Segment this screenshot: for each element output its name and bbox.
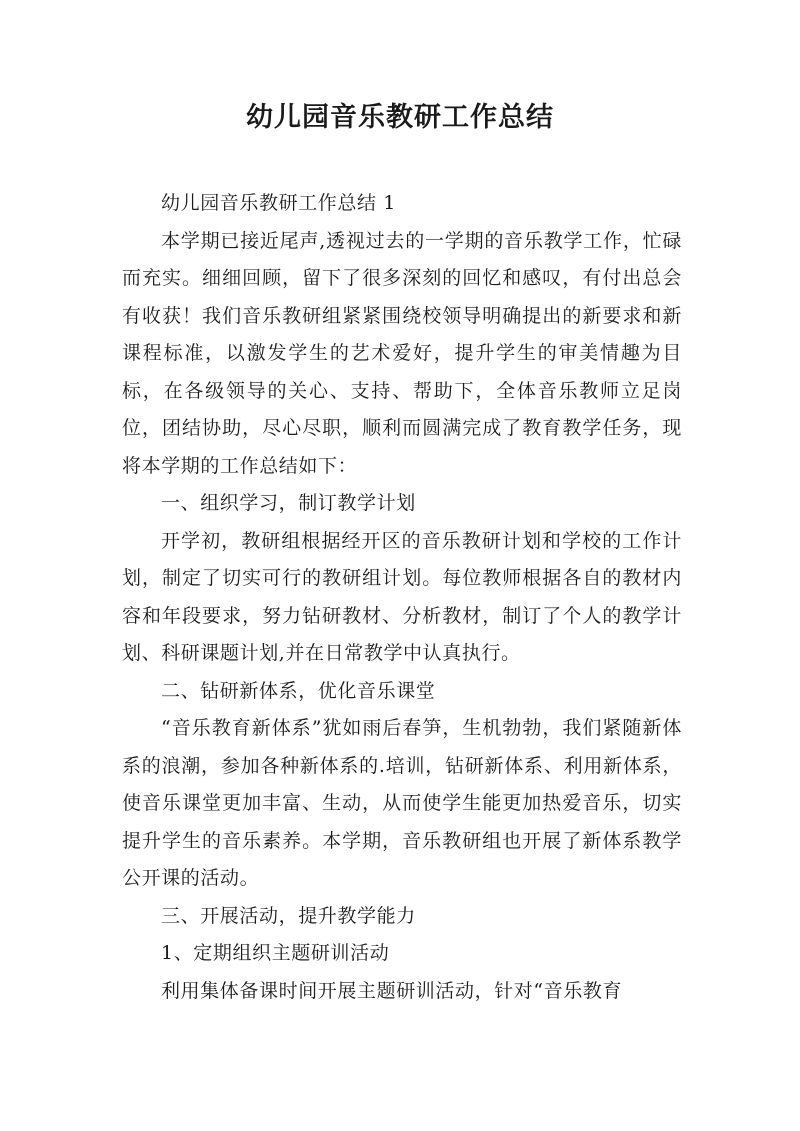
section-heading-1: 幼儿园音乐教研工作总结 1: [161, 192, 396, 214]
document-body: [122, 185, 682, 1010]
section-heading-organize: 一、组织学习，制订教学计划: [161, 492, 416, 514]
paragraph-organize: 开学初，教研组根据经开区的音乐教研计划和学校的工作计划，制定了切实可行的教研组计划。每位教师根据各自的教材内容和年段要求，努力钻研教材、分析教材，制订了个人的教学计划、科研课题计划,并在日常教学中认真执行。: [122, 529, 682, 664]
paragraph-new-system: “音乐教育新体系”犹如雨后春笋，生机勃勃，我们紧随新体系的浪潮，参加各种新体系的.培训，钻研新体系、利用新体系，使音乐课堂更加丰富、生动，从而使学生能更加热爱音乐，切实提升学生的音乐素养。本学期，音乐教研组也开展了新体系教学公开课的活动。: [122, 717, 682, 889]
document-title: 幼儿园音乐教研工作总结: [246, 102, 554, 133]
intro-paragraph: 本学期已接近尾声,透视过去的一学期的音乐教学工作，忙碌而充实。细细回顾，留下了很多深刻的回忆和感叹，有付出总会有收获！我们音乐教研组紧紧围绕校领导明确提出的新要求和新课程标准，以激发学生的艺术爱好，提升学生的审美情趣为目标，在各级领导的关心、支持、帮助下，全体音乐教师立足岗位，团结协助，尽心尽职，顺利而圆满完成了教育教学任务，现将本学期的工作总结如下：: [122, 229, 682, 477]
section-heading-activities: 三、开展活动，提升教学能力: [161, 904, 416, 927]
subheading-training: 1、定期组织主题研训活动: [161, 942, 390, 964]
section-heading-new-system: 二、钻研新体系，优化音乐课堂: [161, 679, 436, 702]
paragraph-training: 利用集体备课时间开展主题研训活动，针对“音乐教育: [161, 979, 623, 1002]
